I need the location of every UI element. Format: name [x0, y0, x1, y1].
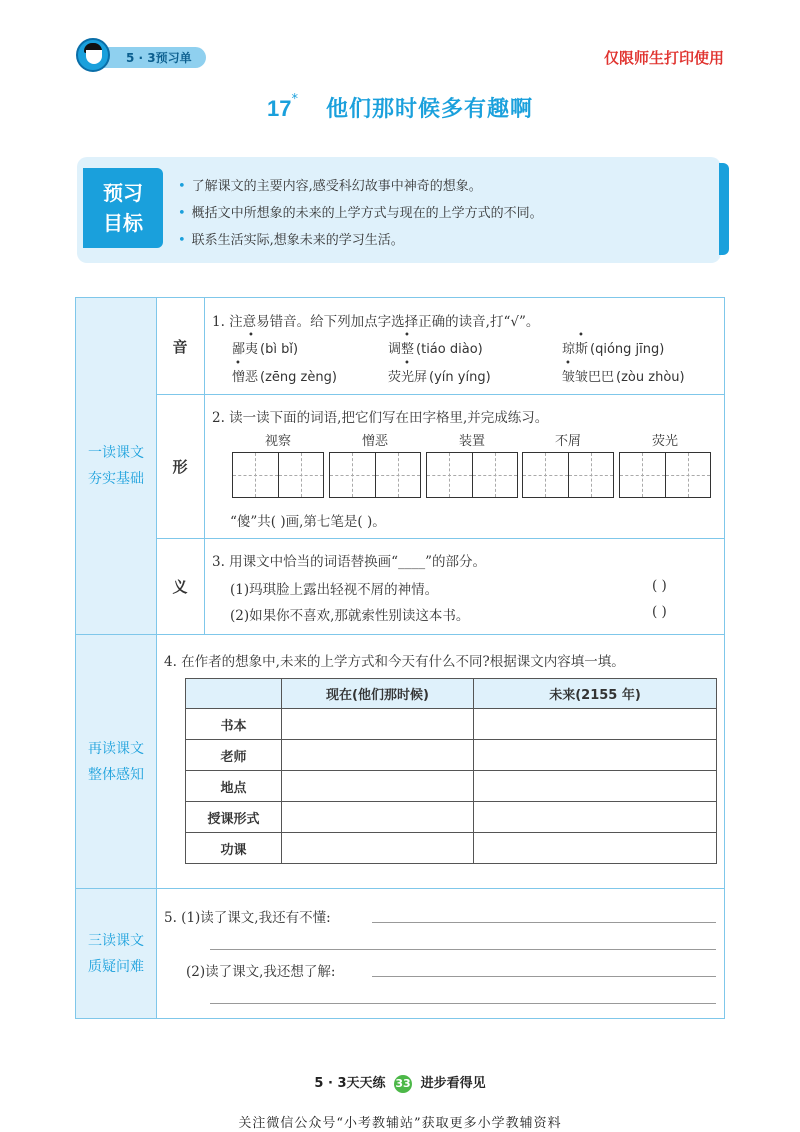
page-number: 33 [394, 1075, 412, 1093]
answer-paren-2[interactable]: ( ) [652, 604, 667, 620]
section2-label: 再读课文 整体感知 [76, 635, 156, 888]
goal-item: • 概括文中所想象的未来的上学方式与现在的上学方式的不同。 [178, 206, 543, 221]
table-row: 功课 [186, 833, 717, 864]
question-5-1: 5. (1)读了课文,我还有不懂: [164, 910, 331, 926]
table-row: 授课形式 [186, 802, 717, 833]
goals-label-line1: 预习 [103, 181, 143, 205]
pinyin-item: 憎恶 (zēng zèng) [232, 370, 337, 385]
category-sound: 音 [172, 338, 188, 356]
question-3: 3. 用课文中恰当的词语替换画“____”的部分。 [212, 554, 486, 570]
series-badge [76, 38, 206, 72]
answer-line[interactable] [372, 976, 716, 977]
question-2: 2. 读一读下面的词语,把它们写在田字格里,并完成练习。 [212, 410, 549, 426]
wechat-note: 关注微信公众号“小考教辅站”获取更多小学教辅资料 [238, 1116, 562, 1131]
tianzige-word: 不屑 [554, 434, 581, 449]
category-shape: 形 [172, 458, 188, 476]
goal-item: • 了解课文的主要内容,感受科幻故事中神奇的想象。 [178, 179, 482, 194]
pinyin-item: 荧光屏 (yín yíng) [388, 370, 491, 385]
pinyin-item: 调整 (tiáo diào) [388, 342, 483, 357]
lesson-title-row [0, 92, 800, 123]
footer-right: 进步看得见 [420, 1076, 486, 1091]
table-row: 书本 [186, 709, 717, 740]
replace-item-1: (1)玛琪脸上露出轻视不屑的神情。 [230, 582, 439, 598]
question-1: 1. 注意易错音。给下列加点字选择正确的读音,打“√”。 [212, 314, 540, 330]
mascot-icon [76, 38, 110, 72]
lesson-star: * [291, 92, 298, 107]
footer-left: 5 · 3天天练 [314, 1076, 386, 1091]
table-header-blank [186, 679, 282, 709]
table-row: 老师 [186, 740, 717, 771]
lesson-title: 他们那时候多有趣啊 [325, 97, 533, 122]
goals-label-line2: 目标 [103, 211, 143, 235]
table-header-future: 未来(2155 年) [474, 679, 717, 709]
category-meaning: 义 [172, 578, 188, 596]
answer-line[interactable] [210, 1003, 716, 1004]
tianzige-grid[interactable] [232, 452, 324, 498]
pinyin-item: 琼斯 (qióng jīng) [562, 342, 665, 357]
replace-item-2: (2)如果你不喜欢,那就索性别读这本书。 [230, 608, 470, 624]
tianzige-grid[interactable] [619, 452, 711, 498]
pinyin-item: 皱皱巴巴 (zòu zhòu) [562, 370, 685, 385]
stroke-question: “傻”共( )画,第七笔是( )。 [230, 514, 386, 530]
answer-paren-1[interactable]: ( ) [652, 578, 667, 594]
tianzige-word: 装置 [458, 434, 485, 449]
goals-label [83, 168, 163, 248]
question-4: 4. 在作者的想象中,未来的上学方式和今天有什么不同?根据课文内容填一填。 [164, 654, 625, 670]
tianzige-grid[interactable] [329, 452, 421, 498]
tianzige-word: 憎恶 [361, 434, 388, 449]
page-footer [0, 1072, 800, 1093]
comparison-table [185, 678, 717, 864]
table-row: 地点 [186, 771, 717, 802]
question-5-2: (2)读了课文,我还想了解: [186, 964, 336, 980]
section1-label: 一读课文 夯实基础 [76, 298, 156, 634]
tianzige-word: 荧光 [651, 434, 678, 449]
badge-label: 5 · 3预习单 [126, 51, 192, 65]
tianzige-word: 视察 [264, 434, 291, 449]
answer-line[interactable] [210, 949, 716, 950]
answer-line[interactable] [372, 922, 716, 923]
tianzige-grid[interactable] [522, 452, 614, 498]
tianzige-grid[interactable] [426, 452, 518, 498]
goal-item: • 联系生活实际,想象未来的学习生活。 [178, 233, 404, 248]
exercise-table [75, 297, 725, 1019]
table-header-now: 现在(他们那时候) [282, 679, 474, 709]
section3-label: 三读课文 质疑问难 [76, 889, 156, 1018]
print-notice: 仅限师生打印使用 [603, 49, 724, 67]
lesson-number: 17 [267, 96, 292, 121]
pinyin-item: 鄙夷 (bì bǐ) [232, 342, 299, 357]
